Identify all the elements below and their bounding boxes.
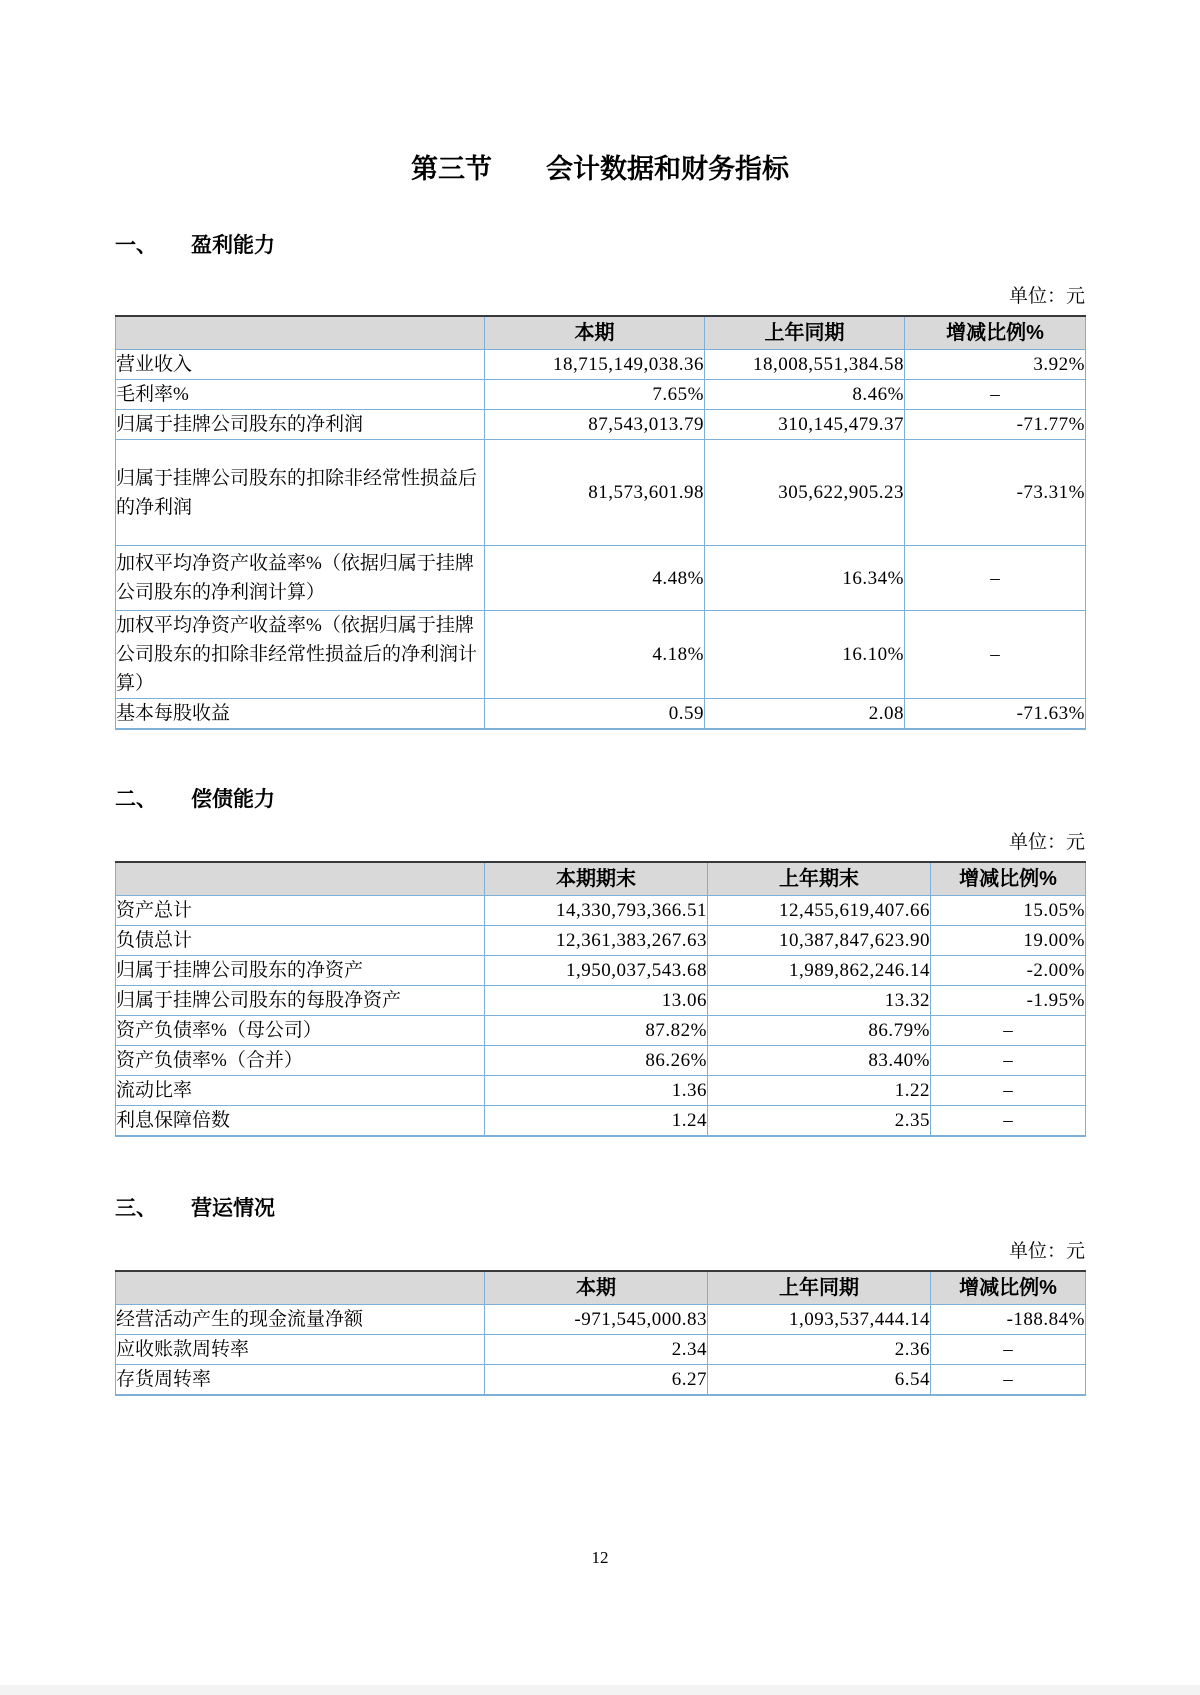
metric-label-cell: 归属于挂牌公司股东的扣除非经常性损益后的净利润 (116, 440, 485, 546)
current-value-cell: 81,573,601.98 (485, 440, 705, 546)
section-title: 盈利能力 (191, 234, 275, 257)
change-value-cell: -2.00% (931, 956, 1086, 986)
current-value-cell: 1,950,037,543.68 (485, 956, 708, 986)
metric-label-cell: 负债总计 (116, 926, 485, 956)
section-number: 三、 (115, 1197, 157, 1220)
prior-value-cell: 10,387,847,623.90 (708, 926, 931, 956)
prior-value-cell: 6.54 (708, 1365, 931, 1396)
page-number: 12 (591, 1548, 609, 1567)
table-row (116, 440, 1086, 546)
current-value-cell: 1.24 (485, 1106, 708, 1137)
section-number: 一、 (115, 234, 157, 257)
prior-value-cell: 1.22 (708, 1076, 931, 1106)
current-value-cell: 7.65% (485, 380, 705, 410)
metric-label-cell: 归属于挂牌公司股东的净资产 (116, 956, 485, 986)
metric-label-cell: 应收账款周转率 (116, 1335, 485, 1365)
prior-value-cell: 2.35 (708, 1106, 931, 1137)
table-row (116, 1305, 1086, 1335)
prior-value-cell: 16.34% (705, 546, 905, 611)
current-value-cell: 4.48% (485, 546, 705, 611)
operations-table (115, 1270, 1086, 1396)
change-value-cell: – (905, 611, 1086, 699)
header-cell-change: 增减比例% (931, 862, 1086, 896)
table-row (116, 350, 1086, 380)
change-value-cell: – (931, 1365, 1086, 1396)
page-content (115, 0, 1085, 1396)
current-value-cell: -971,545,000.83 (485, 1305, 708, 1335)
table-row (116, 1076, 1086, 1106)
table-header-row (116, 316, 1086, 350)
section-title: 偿债能力 (191, 788, 275, 811)
unit-label: 单位：元 (1008, 1241, 1085, 1262)
prior-value-cell: 1,093,537,444.14 (708, 1305, 931, 1335)
header-cell-change: 增减比例% (931, 1271, 1086, 1305)
change-value-cell: – (931, 1106, 1086, 1137)
profitability-table (115, 315, 1086, 730)
change-value-cell: 3.92% (905, 350, 1086, 380)
table-row (116, 1046, 1086, 1076)
header-cell-item (116, 862, 485, 896)
table-row (116, 926, 1086, 956)
current-value-cell: 86.26% (485, 1046, 708, 1076)
current-value-cell: 6.27 (485, 1365, 708, 1396)
table-row (116, 986, 1086, 1016)
header-cell-change: 增减比例% (905, 316, 1086, 350)
table-row (116, 1365, 1086, 1396)
metric-label-cell: 资产总计 (116, 896, 485, 926)
table-row (116, 956, 1086, 986)
change-value-cell: – (931, 1016, 1086, 1046)
change-value-cell: – (931, 1046, 1086, 1076)
prior-value-cell: 305,622,905.23 (705, 440, 905, 546)
header-cell-current: 本期 (485, 1271, 708, 1305)
current-value-cell: 1.36 (485, 1076, 708, 1106)
table-header-row (116, 862, 1086, 896)
header-cell-current: 本期 (485, 316, 705, 350)
solvency-table (115, 861, 1086, 1137)
change-value-cell: – (931, 1335, 1086, 1365)
current-value-cell: 13.06 (485, 986, 708, 1016)
change-value-cell: – (905, 380, 1086, 410)
prior-value-cell: 86.79% (708, 1016, 931, 1046)
table-row (116, 1106, 1086, 1137)
prior-value-cell: 18,008,551,384.58 (705, 350, 905, 380)
prior-value-cell: 8.46% (705, 380, 905, 410)
metric-label-cell: 营业收入 (116, 350, 485, 380)
table-row (116, 699, 1086, 730)
table-row (116, 410, 1086, 440)
metric-label-cell: 加权平均净资产收益率%（依据归属于挂牌公司股东的净利润计算） (116, 546, 485, 611)
section-title: 营运情况 (191, 1197, 275, 1220)
change-value-cell: -1.95% (931, 986, 1086, 1016)
document-title: 第三节 会计数据和财务指标 (411, 154, 789, 184)
current-value-cell: 4.18% (485, 611, 705, 699)
table-row (116, 611, 1086, 699)
current-value-cell: 87.82% (485, 1016, 708, 1046)
unit-label: 单位：元 (1008, 286, 1085, 307)
metric-label-cell: 加权平均净资产收益率%（依据归属于挂牌公司股东的扣除非经常性损益后的净利润计算） (116, 611, 485, 699)
table-header-row (116, 1271, 1086, 1305)
table-row (116, 1335, 1086, 1365)
section-heading (115, 786, 1085, 814)
metric-label-cell: 毛利率% (116, 380, 485, 410)
header-cell-prior: 上年同期 (708, 1271, 931, 1305)
section-heading (115, 1195, 1085, 1223)
metric-label-cell: 流动比率 (116, 1076, 485, 1106)
prior-value-cell: 1,989,862,246.14 (708, 956, 931, 986)
section-profitability (115, 232, 1085, 730)
metric-label-cell: 归属于挂牌公司股东的每股净资产 (116, 986, 485, 1016)
prior-value-cell: 16.10% (705, 611, 905, 699)
header-cell-prior: 上年期末 (708, 862, 931, 896)
current-value-cell: 18,715,149,038.36 (485, 350, 705, 380)
current-value-cell: 2.34 (485, 1335, 708, 1365)
prior-value-cell: 2.08 (705, 699, 905, 730)
metric-label-cell: 基本每股收益 (116, 699, 485, 730)
metric-label-cell: 归属于挂牌公司股东的净利润 (116, 410, 485, 440)
metric-label-cell: 利息保障倍数 (116, 1106, 485, 1137)
change-value-cell: -188.84% (931, 1305, 1086, 1335)
change-value-cell: – (931, 1076, 1086, 1106)
metric-label-cell: 资产负债率%（母公司） (116, 1016, 485, 1046)
prior-value-cell: 12,455,619,407.66 (708, 896, 931, 926)
header-cell-item (116, 316, 485, 350)
header-cell-prior: 上年同期 (705, 316, 905, 350)
prior-value-cell: 310,145,479.37 (705, 410, 905, 440)
table-row (116, 1016, 1086, 1046)
section-solvency (115, 786, 1085, 1137)
change-value-cell: – (905, 546, 1086, 611)
table-row (116, 546, 1086, 611)
change-value-cell: 15.05% (931, 896, 1086, 926)
current-value-cell: 0.59 (485, 699, 705, 730)
prior-value-cell: 83.40% (708, 1046, 931, 1076)
metric-label-cell: 存货周转率 (116, 1365, 485, 1396)
table-row (116, 380, 1086, 410)
section-operations (115, 1195, 1085, 1396)
change-value-cell: -73.31% (905, 440, 1086, 546)
change-value-cell: 19.00% (931, 926, 1086, 956)
section-number: 二、 (115, 788, 157, 811)
prior-value-cell: 2.36 (708, 1335, 931, 1365)
current-value-cell: 12,361,383,267.63 (485, 926, 708, 956)
table-row (116, 896, 1086, 926)
change-value-cell: -71.77% (905, 410, 1086, 440)
change-value-cell: -71.63% (905, 699, 1086, 730)
metric-label-cell: 资产负债率%（合并） (116, 1046, 485, 1076)
metric-label-cell: 经营活动产生的现金流量净额 (116, 1305, 485, 1335)
header-cell-current: 本期期末 (485, 862, 708, 896)
current-value-cell: 14,330,793,366.51 (485, 896, 708, 926)
current-value-cell: 87,543,013.79 (485, 410, 705, 440)
prior-value-cell: 13.32 (708, 986, 931, 1016)
header-cell-item (116, 1271, 485, 1305)
section-heading (115, 232, 1085, 260)
unit-label: 单位：元 (1008, 832, 1085, 853)
